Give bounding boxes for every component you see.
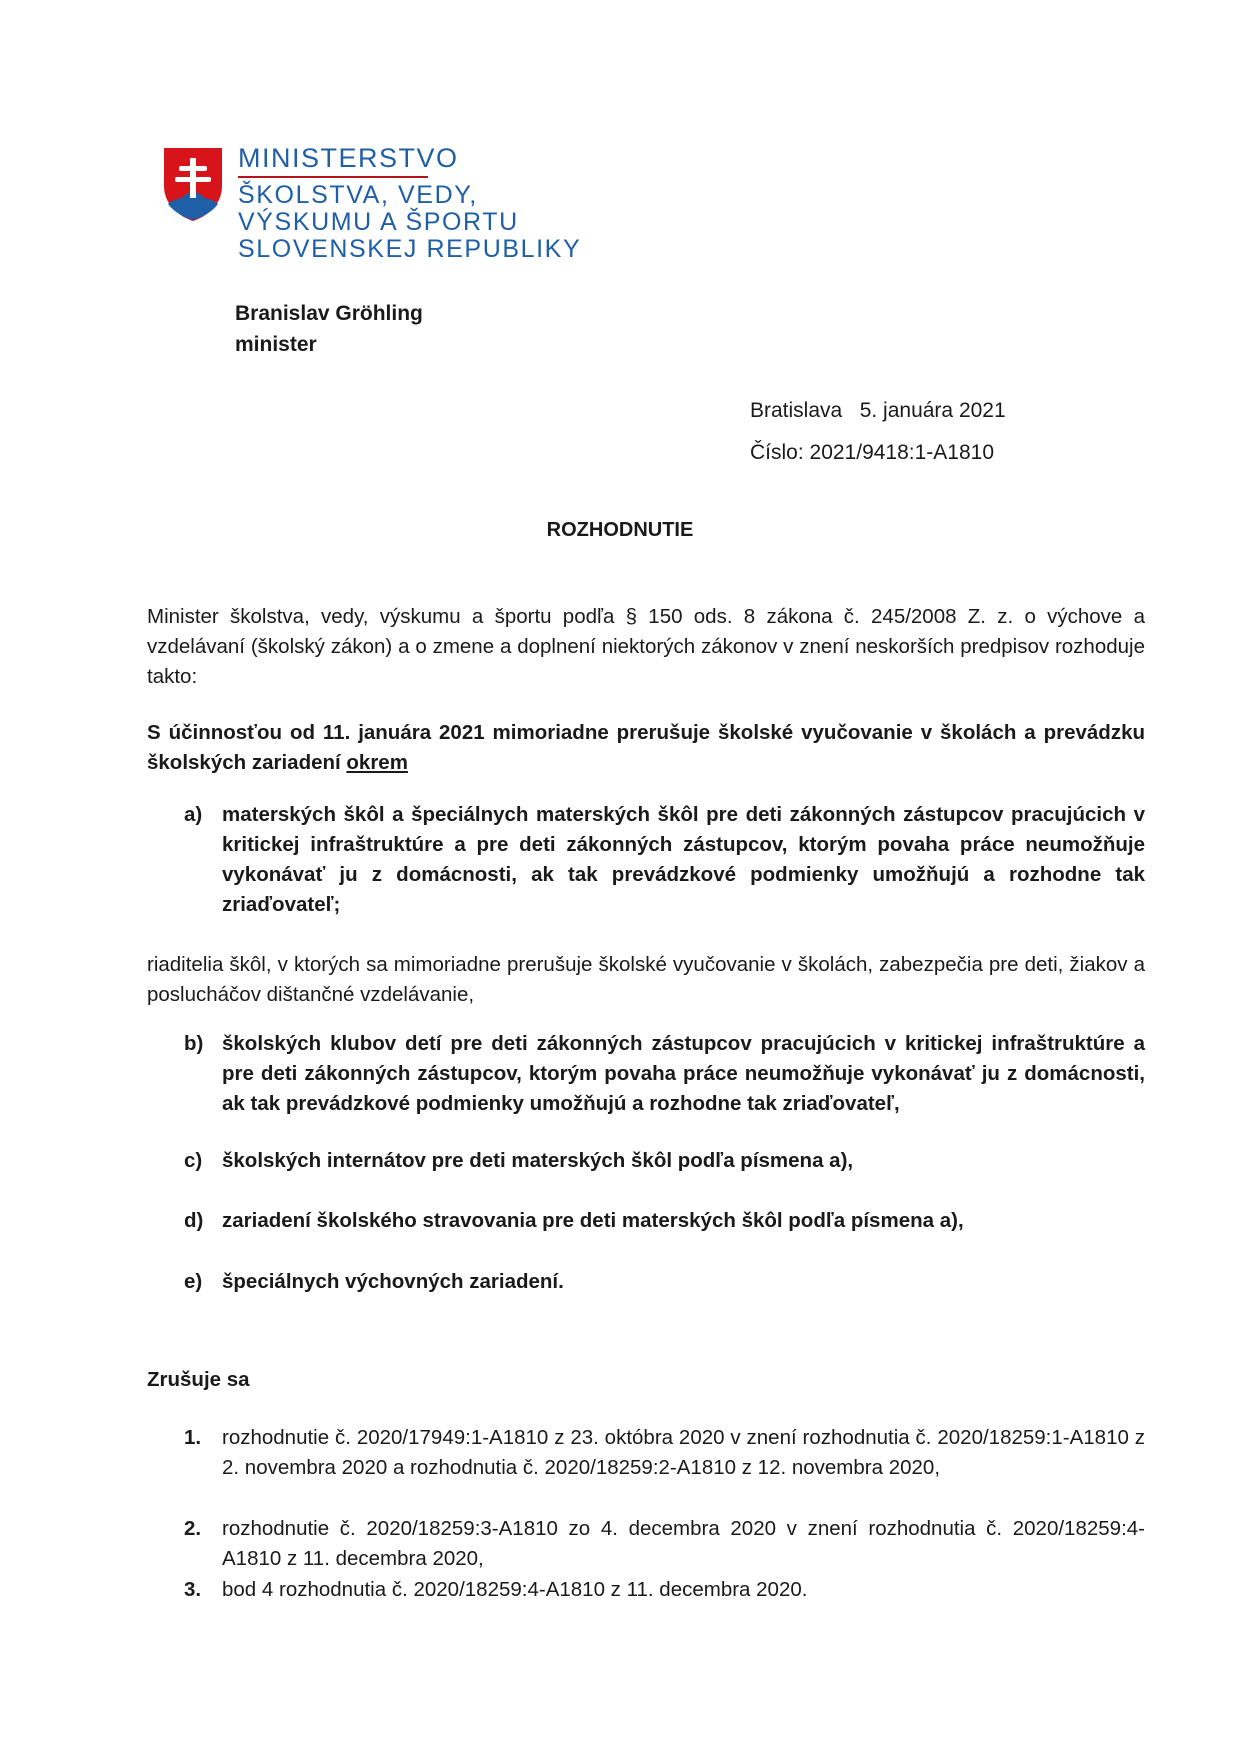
place-date: Bratislava 5. januára 2021 <box>750 399 1006 422</box>
list-marker: 2. <box>184 1517 202 1540</box>
list-item-text: školských klubov detí pre deti zákonných zástupcov pracujúcich v kritickej infraštruktúre a pre deti zákonných zástupcov, ktorým povaha práce neumožňuje vykonávať ju z domácnosti, ak tak prevádzkové podmienky umožňujú a rozhodne tak zriaďovateľ, <box>222 1032 1145 1115</box>
list-marker: 3. <box>184 1578 202 1601</box>
ministry-line-4: SLOVENSKEJ REPUBLIKY <box>238 235 582 263</box>
ministry-wordmark <box>238 142 581 263</box>
slovak-coat-of-arms-icon <box>162 146 224 222</box>
repeal-heading: Zrušuje sa <box>147 1368 250 1391</box>
list-marker: a) <box>184 803 203 826</box>
list-item-text: školských internátov pre deti materských škôl podľa písmena a), <box>222 1149 854 1172</box>
list-item-text: rozhodnutie č. 2020/18259:3-A1810 zo 4. decembra 2020 v znení rozhodnutia č. 2020/18259:4-A1810 z 11. decembra 2020, <box>222 1517 1145 1570</box>
lead-text: S účinnosťou od 11. januára 2021 mimoriadne prerušuje školské vyučovanie v školách a prevádzku školských zariadení <box>147 721 1145 774</box>
document-title: ROZHODNUTIE <box>546 519 694 541</box>
list-item-text: zariadení školského stravovania pre deti materských škôl podľa písmena a), <box>222 1209 964 1232</box>
signatory-role: minister <box>235 333 317 356</box>
document-meta <box>750 390 1006 474</box>
list-item-text: materských škôl a špeciálnych materských škôl pre deti zákonných zástupcov pracujúcich v kritickej infraštruktúre a pre deti zákonných zástupcov, ktorým povaha práce neumožňuje vykonávať ju z domácnosti, ak tak prevádzkové podmienky umožňujú a rozhodne tak zriaďovateľ; <box>222 803 1145 916</box>
list-marker: b) <box>184 1032 204 1055</box>
ministry-divider <box>238 176 428 178</box>
intro-paragraph: Minister školstva, vedy, výskumu a športu podľa § 150 ods. 8 zákona č. 245/2008 Z. z. o výchove a vzdelávaní (školský zákon) a o zmene a doplnení niektorých zákonov v znení neskorších predpisov rozhoduje takto: <box>147 605 1145 688</box>
lead-underlined-word: okrem <box>346 751 408 774</box>
signatory-name: Branislav Gröhling <box>235 302 423 325</box>
list-item-text: rozhodnutie č. 2020/17949:1-A1810 z 23. októbra 2020 v znení rozhodnutia č. 2020/18259:1-A1810 z 2. novembra 2020 a rozhodnutia č. 2020/18259:2-A1810 z 12. novembra 2020, <box>222 1426 1145 1479</box>
list-marker: 1. <box>184 1426 202 1449</box>
list-marker: c) <box>184 1149 203 1172</box>
mid-paragraph: riaditelia škôl, v ktorých sa mimoriadne prerušuje školské vyučovanie v školách, zabezpečia pre deti, žiakov a poslucháčov dištančné vzdelávanie, <box>147 953 1145 1006</box>
list-marker: d) <box>184 1209 204 1232</box>
signatory-block <box>235 298 423 360</box>
list-marker: e) <box>184 1270 203 1293</box>
list-item-text: špeciálnych výchovných zariadení. <box>222 1270 564 1293</box>
ministry-line-3: VÝSKUMU A ŠPORTU <box>238 208 519 236</box>
list-item-text: bod 4 rozhodnutia č. 2020/18259:4-A1810 z 11. decembra 2020. <box>222 1578 808 1601</box>
ministry-line-2: ŠKOLSTVA, VEDY, <box>238 181 478 209</box>
decision-lead-paragraph <box>147 718 1145 778</box>
ministry-line-1: MINISTERSTVO <box>238 143 459 173</box>
document-number: Číslo: 2021/9418:1-A1810 <box>750 441 995 464</box>
